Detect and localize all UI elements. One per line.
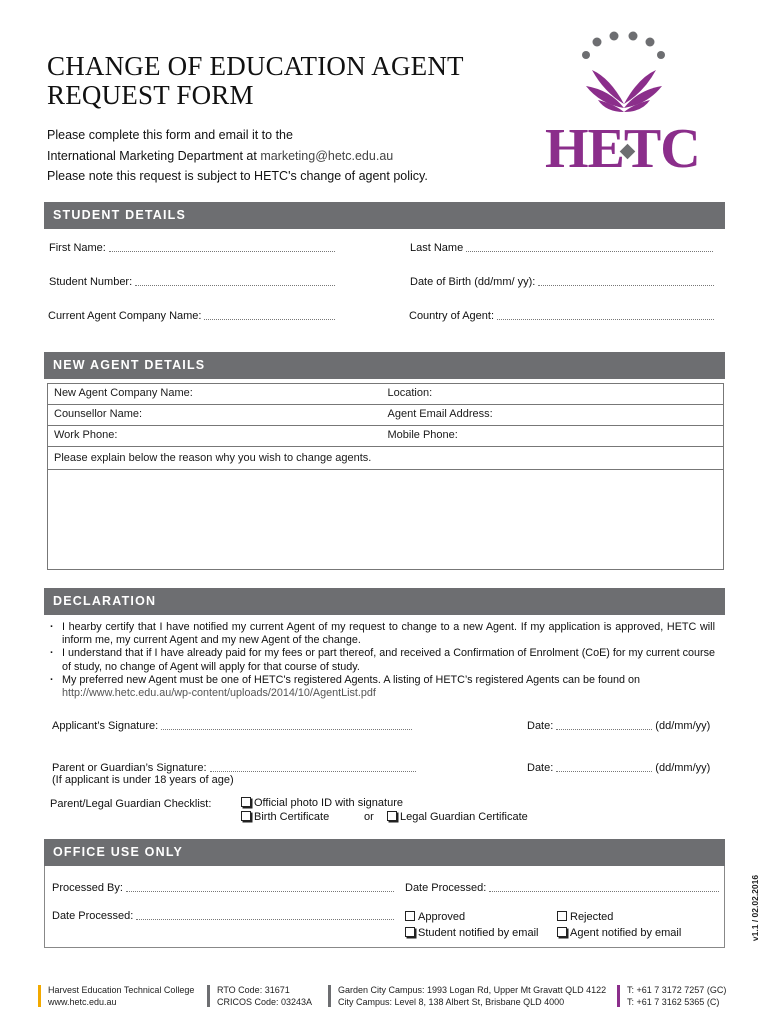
intro-line-3: Please note this request is subject to HETC's change of agent policy. xyxy=(47,169,428,183)
rejected-checkbox[interactable] xyxy=(557,911,567,921)
applicant-date-field[interactable] xyxy=(527,720,717,732)
intro-line-2-text: International Marketing Department at xyxy=(47,148,261,163)
agent-list-link[interactable]: http://www.hetc.edu.au/wp-content/uploads/2014/10/AgentList.pdf xyxy=(62,687,376,700)
guardian-date-format: (dd/mm/yy) xyxy=(655,762,711,774)
agent-email-cell[interactable]: Agent Email Address: xyxy=(387,408,493,420)
agent-notified-option[interactable] xyxy=(557,927,681,939)
photo-id-label: Official photo ID with signature xyxy=(254,797,403,809)
guardian-signature-line[interactable] xyxy=(210,771,417,772)
footer-codes xyxy=(217,984,312,1008)
country-agent-line[interactable] xyxy=(497,319,714,320)
photo-id-checkbox[interactable] xyxy=(241,797,251,807)
student-details-heading: STUDENT DETAILS xyxy=(44,202,725,229)
applicant-date-label: Date: xyxy=(527,720,554,732)
hetc-logo-text: HETC xyxy=(545,118,700,180)
new-agent-table xyxy=(47,383,724,570)
reason-label: Please explain below the reason why you wish to change agents. xyxy=(48,447,723,470)
footer-accent-bar-2 xyxy=(207,985,210,1007)
reason-textarea[interactable] xyxy=(48,470,723,569)
date-processed-line-1[interactable] xyxy=(489,891,719,892)
footer-campuses xyxy=(338,984,606,1008)
applicant-signature-line[interactable] xyxy=(161,729,412,730)
dob-label: Date of Birth (dd/mm/ yy): xyxy=(410,276,536,288)
work-phone-cell[interactable]: Work Phone: xyxy=(54,429,118,441)
form-title xyxy=(47,52,547,110)
last-name-label: Last Name xyxy=(410,242,464,254)
birth-certificate-checkbox[interactable] xyxy=(241,811,251,821)
applicant-signature-field[interactable] xyxy=(52,720,412,732)
form-version xyxy=(748,872,762,944)
declaration-item-3 xyxy=(50,674,715,700)
date-processed-label-2: Date Processed: xyxy=(52,910,134,922)
office-use-heading: OFFICE USE ONLY xyxy=(44,839,725,866)
or-text: or xyxy=(364,811,374,823)
guardian-signature-field[interactable] xyxy=(52,762,416,774)
current-agent-label: Current Agent Company Name: xyxy=(48,310,202,322)
country-agent-label: Country of Agent: xyxy=(409,310,494,322)
student-number-line[interactable] xyxy=(135,285,335,286)
footer-campus-gc: Garden City Campus: 1993 Logan Rd, Upper Mt Gravatt QLD 4122 xyxy=(338,985,607,995)
mobile-phone-cell[interactable]: Mobile Phone: xyxy=(387,429,458,441)
student-number-label: Student Number: xyxy=(49,276,133,288)
legal-guardian-label: Legal Guardian Certificate xyxy=(400,811,528,823)
date-processed-field-2[interactable] xyxy=(52,910,394,922)
marketing-email-link[interactable]: marketing@hetc.edu.au xyxy=(260,148,394,163)
approved-label: Approved xyxy=(418,911,466,923)
footer-tel-c: T: +61 7 3162 5365 (C) xyxy=(627,997,720,1007)
guardian-signature-label: Parent or Guardian’s Signature: xyxy=(52,762,207,774)
guardian-date-label: Date: xyxy=(527,762,554,774)
applicant-signature-label: Applicant’s Signature: xyxy=(52,720,159,732)
footer-accent-bar-3 xyxy=(328,985,331,1007)
check-legal-guardian[interactable] xyxy=(387,811,528,823)
rejected-option[interactable] xyxy=(557,911,613,923)
new-agent-row-2 xyxy=(48,405,723,426)
footer-college xyxy=(48,984,194,1008)
footer-accent-bar-4 xyxy=(617,985,620,1007)
birth-certificate-label: Birth Certificate xyxy=(254,811,330,823)
processed-by-field[interactable] xyxy=(52,882,394,894)
declaration-item-2: · I understand that if I have already paid for my fees or part thereof, and received a Confirmation of Enrolment (CoE) for my current course of study, no change of Agent will apply for that course of study. xyxy=(50,647,715,673)
declaration-heading: DECLARATION xyxy=(44,588,725,615)
intro-text xyxy=(47,125,428,187)
hetc-logo xyxy=(540,28,730,188)
student-number-field[interactable] xyxy=(49,276,335,288)
new-agent-row-3 xyxy=(48,426,723,447)
student-notified-option[interactable] xyxy=(405,927,538,939)
new-agent-row-1 xyxy=(48,384,723,405)
title-line-1: CHANGE OF EDUCATION AGENT xyxy=(47,51,464,81)
last-name-field[interactable] xyxy=(410,242,713,254)
declaration-list xyxy=(50,621,715,700)
applicant-date-line[interactable] xyxy=(556,729,652,730)
date-processed-field-1[interactable] xyxy=(405,882,719,894)
student-notified-checkbox[interactable] xyxy=(405,927,415,937)
check-birth-cert[interactable] xyxy=(241,811,329,823)
date-processed-line-2[interactable] xyxy=(136,919,394,920)
first-name-label: First Name: xyxy=(49,242,106,254)
footer-accent-bar-1 xyxy=(38,985,41,1007)
counsellor-name-cell[interactable]: Counsellor Name: xyxy=(54,408,143,420)
agent-notified-checkbox[interactable] xyxy=(557,927,567,937)
intro-line-1: Please complete this form and email it to the xyxy=(47,128,293,142)
form-version-text: v1.1 / 02.02.2016 xyxy=(750,874,760,942)
first-name-line[interactable] xyxy=(109,251,335,252)
approved-checkbox[interactable] xyxy=(405,911,415,921)
footer-campus-city: City Campus: Level 8, 138 Albert St, Brisbane QLD 4000 xyxy=(338,997,565,1007)
processed-by-label: Processed By: xyxy=(52,882,123,894)
country-agent-field[interactable] xyxy=(409,310,714,322)
new-agent-company-cell[interactable]: New Agent Company Name: xyxy=(54,387,193,399)
intro-line-2 xyxy=(47,146,428,167)
declaration-item-1: · I hearby certify that I have notified my current Agent of my request to change to a new Agent. If my application is approved, HETC will inform me, my current Agent and my new Agent of the change. xyxy=(50,621,715,647)
first-name-field[interactable] xyxy=(49,242,335,254)
title-line-2: REQUEST FORM xyxy=(47,80,254,110)
legal-guardian-checkbox[interactable] xyxy=(387,811,397,821)
new-agent-heading: NEW AGENT DETAILS xyxy=(44,352,725,379)
dob-field[interactable] xyxy=(410,276,714,288)
last-name-line[interactable] xyxy=(466,251,713,252)
approved-option[interactable] xyxy=(405,911,465,923)
declaration-item-3-text: My preferred new Agent must be one of HETC's registered Agents. A listing of HETC’s registered Agents can be found on xyxy=(62,673,641,686)
guardian-date-line[interactable] xyxy=(556,771,652,772)
applicant-date-format: (dd/mm/yy) xyxy=(655,720,711,732)
checklist-label: Parent/Legal Guardian Checklist: xyxy=(50,798,212,810)
rejected-label: Rejected xyxy=(570,911,614,923)
current-agent-line[interactable] xyxy=(204,319,335,320)
footer-phones xyxy=(627,984,726,1008)
footer-website[interactable]: www.hetc.edu.au xyxy=(48,997,117,1007)
date-processed-label-1: Date Processed: xyxy=(405,882,487,894)
student-notified-label: Student notified by email xyxy=(418,927,539,939)
agent-notified-label: Agent notified by email xyxy=(570,927,682,939)
footer-rto: RTO Code: 31671 xyxy=(217,985,290,995)
location-cell[interactable]: Location: xyxy=(387,387,433,399)
guardian-note: (If applicant is under 18 years of age) xyxy=(52,774,234,786)
check-photo-id[interactable] xyxy=(241,797,403,809)
footer-cricos: CRICOS Code: 03243A xyxy=(217,997,313,1007)
footer-college-name: Harvest Education Technical College xyxy=(48,985,195,995)
footer-tel-gc: T: +61 7 3172 7257 (GC) xyxy=(627,985,727,995)
processed-by-line[interactable] xyxy=(126,891,394,892)
dob-line[interactable] xyxy=(538,285,714,286)
current-agent-field[interactable] xyxy=(48,310,335,322)
guardian-date-field[interactable] xyxy=(527,762,717,774)
